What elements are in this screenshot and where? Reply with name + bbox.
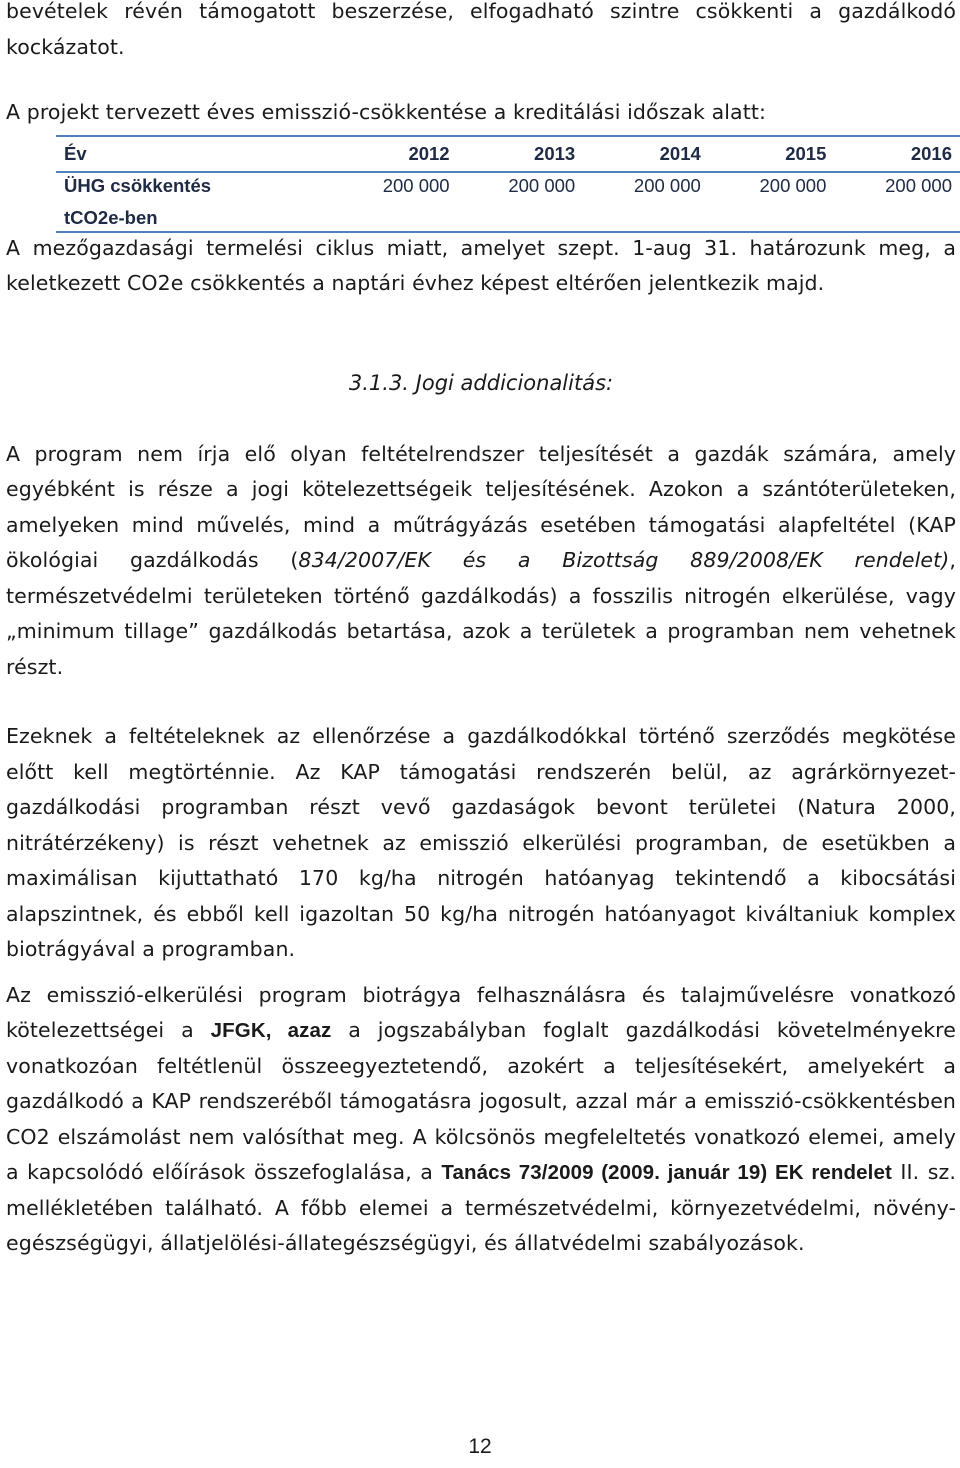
table-row-continuation xyxy=(56,207,960,232)
paragraph-obligations-text-c: a jogszabályban foglalt gazdálkodási követelményekre vonatkozóan feltétlenül összeegyeztetendő, azokért a teljesítésekért, amelyekért a gazdálkodó a KAP rendszeréből támogatásra jogosult, azzal már a emisszió-csökkentésben CO2 elszámolást nem valósíthat meg. A kölcsönös megfeleltetés vonatkozó elemei, amely a kapcsolódó előírások összefoglalása, a xyxy=(6,1018,956,1184)
page-number: 12 xyxy=(468,1435,492,1458)
table-cell: 200 000 xyxy=(885,174,952,196)
table-header-cell: 2015 xyxy=(711,136,837,172)
table-cell-empty xyxy=(334,207,460,232)
table-cell-empty xyxy=(460,207,586,232)
paragraph-obligations-text-a: Az emisszió-elkerülési program biotrágya felhasználásra és talajművelésre vonatkozó kötelezettségei a xyxy=(6,982,956,1042)
table-cell-empty xyxy=(711,207,837,232)
paragraph-obligations xyxy=(6,978,956,1262)
table-cell-empty xyxy=(585,207,711,232)
paragraph-intro-text: bevételek révén támogatott beszerzése, elfogadható szintre csökkenti a gazdálkodó kockázatot. xyxy=(6,0,956,59)
table-header-cell: Év xyxy=(56,136,334,172)
paragraph-cycle-note: A mezőgazdasági termelési ciklus miatt, amelyet szept. 1-aug 31. határozunk meg, a keletkezett CO2e csökkentés a naptári évhez képest eltérően jelentkezik majd. xyxy=(6,235,956,295)
paragraph-legal xyxy=(6,437,956,686)
paragraph-legal-text-c: , természetvédelmi területeken történő gazdálkodás) a fosszilis nitrogén elkerülése, vagy „minimum tillage” gazdálkodás betartása, azok a területek a programban nem vehetnek részt. xyxy=(6,548,956,679)
table-cell: 200 000 xyxy=(382,174,450,196)
table-header-row xyxy=(56,136,960,172)
table-cell: 200 000 xyxy=(759,174,827,196)
table-cell-empty xyxy=(836,207,960,232)
paragraph-obligations-bold-regulation: Tanács 73/2009 (2009. január 19) EK rendelet xyxy=(441,1161,892,1184)
table-header-cell: 2016 xyxy=(836,136,960,172)
table-header-cell: 2013 xyxy=(460,136,586,172)
paragraph-legal-text-a: A program nem írja elő olyan feltételrendszer teljesítését a gazdák számára, amely egyébként is része a jogi kötelezettségeik teljesítésének. Azokon a szántóterületeken, amelyeken mind művelés, mind a műtrágyázás esetében támogatási alapfeltétel (KAP ökológiai gazdálkodás ( xyxy=(6,441,956,572)
paragraph-conditions: Ezeknek a feltételeknek az ellenőrzése a gazdálkodókkal történő szerződés megkötése előtt kell megtörténnie. Az KAP támogatási rendszerén belül, az agrárkörnyezet-gazdálkodási programban részt vevő gazdaságok bevont területei (Natura 2000, nitrátérzékeny) is részt vehetnek az emisszió elkerülési programban, de esetükben a maximálisan kijuttatható 170 kg/ha nitrogén hatóanyag tekintendő a kibocsátási alapszintnek, és ebből kell igazoltan 50 kg/ha nitrogén hatóanyagot kiváltaniuk komplex biotrágyával a programban. xyxy=(6,724,956,961)
paragraph-legal-regulation: 834/2007/EK és a Bizottság 889/2008/EK rendelet) xyxy=(298,548,950,572)
table-header-cell: 2014 xyxy=(585,136,711,172)
paragraph-emission-intro: A projekt tervezett éves emisszió-csökkentése a kreditálási időszak alatt: xyxy=(6,100,766,124)
document-page xyxy=(6,0,956,1262)
emission-table xyxy=(56,135,960,233)
table-cell: 200 000 xyxy=(508,174,576,196)
section-heading: 3.1.3. Jogi addicionalitás: xyxy=(348,370,614,395)
paragraph-obligations-text-e: II. sz. mellékletében található. A főbb elemei a természetvédelmi, környezetvédelmi, növény-egészségügyi, állatjelölési-állategészségügyi, és állatvédelmi szabályozások. xyxy=(6,1160,956,1255)
table-cell: 200 000 xyxy=(633,174,701,196)
paragraph-intro xyxy=(6,0,956,65)
table-header-cell: 2012 xyxy=(334,136,460,172)
table-row-label-unit: tCO2e-ben xyxy=(56,207,334,232)
paragraph-obligations-bold-jfgk: JFGK, azaz xyxy=(210,1019,332,1042)
table-row xyxy=(56,172,960,207)
table-row-label: ÜHG csökkentés xyxy=(64,174,212,196)
